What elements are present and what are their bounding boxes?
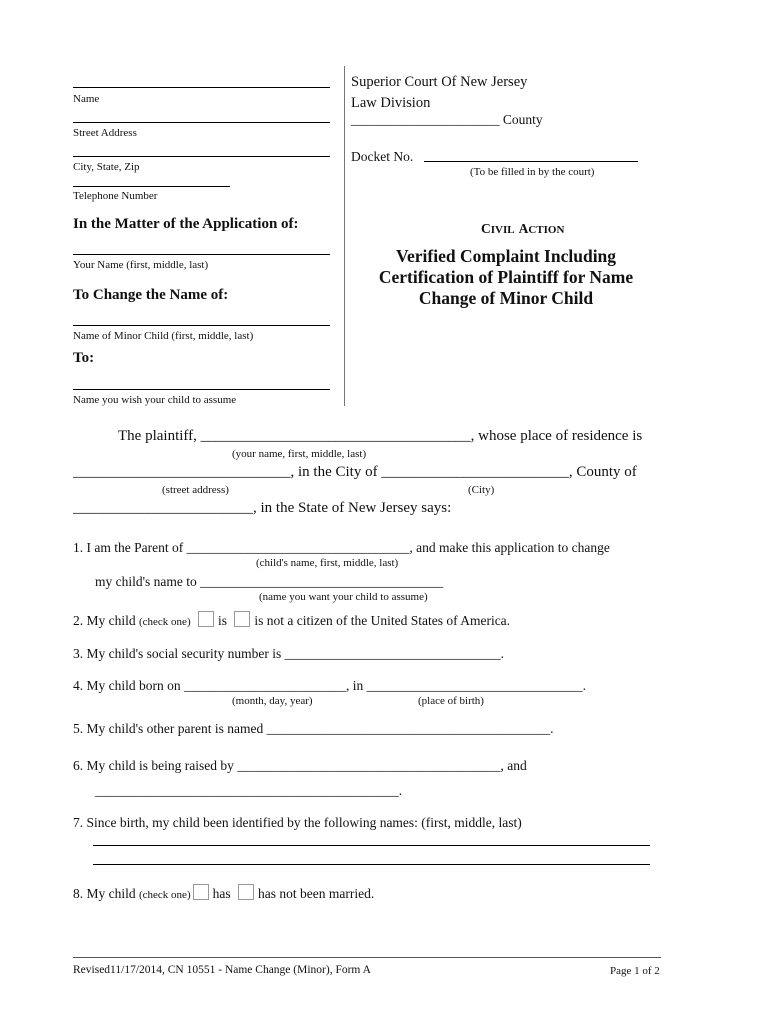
married-no-checkbox[interactable] bbox=[238, 884, 254, 900]
title-line-1: Verified Complaint Including bbox=[395, 246, 617, 266]
court-division: Law Division bbox=[351, 95, 431, 111]
footer-rule bbox=[73, 957, 661, 958]
assume-label: Name you wish your child to assume bbox=[73, 394, 237, 406]
header-divider bbox=[344, 66, 345, 406]
item-6-line-2[interactable]: _____________________________________________. bbox=[95, 783, 403, 798]
citizen-yes-checkbox[interactable] bbox=[198, 611, 214, 627]
item-6-line-1[interactable]: 6. My child is being raised by _______________________________________, and bbox=[73, 758, 527, 773]
citizen-no-checkbox[interactable] bbox=[234, 611, 250, 627]
phone-label: Telephone Number bbox=[73, 190, 158, 202]
item-1-line-2[interactable]: my child's name to ____________________________________ bbox=[95, 574, 444, 589]
document-title bbox=[356, 246, 656, 309]
item-4-caption-place: (place of birth) bbox=[418, 695, 484, 707]
title-line-3: Change of Minor Child bbox=[418, 288, 594, 308]
name-line[interactable] bbox=[73, 87, 330, 88]
married-yes-checkbox[interactable] bbox=[193, 884, 209, 900]
item-2: 2. My child (check one) is is not a citizen of the United States of America. bbox=[73, 613, 511, 628]
intro-caption-street: (street address) bbox=[162, 484, 229, 496]
street-label: Street Address bbox=[73, 127, 137, 139]
intro-caption-city: (City) bbox=[468, 484, 495, 496]
your-name-line[interactable] bbox=[73, 254, 330, 255]
minor-name-line[interactable] bbox=[73, 325, 330, 326]
item-7: 7. Since birth, my child been identified by the following names: (first, middle, last) bbox=[73, 815, 522, 830]
city-line[interactable] bbox=[73, 156, 330, 157]
minor-name-label: Name of Minor Child (first, middle, last) bbox=[73, 330, 254, 342]
change-heading: To Change the Name of: bbox=[73, 287, 229, 303]
docket-label: Docket No. bbox=[351, 149, 414, 164]
name-label: Name bbox=[73, 93, 100, 105]
matter-heading: In the Matter of the Application of: bbox=[73, 216, 299, 232]
item-4-caption-date: (month, day, year) bbox=[232, 695, 313, 707]
item-1-caption-2: (name you want your child to assume) bbox=[259, 591, 428, 603]
intro-line-1[interactable]: The plaintiff, ____________________________________, whose place of residence is bbox=[118, 428, 643, 444]
title-line-2: Certification of Plaintiff for Name bbox=[378, 267, 634, 287]
docket-line[interactable] bbox=[424, 161, 638, 162]
phone-line[interactable] bbox=[73, 186, 230, 187]
footer-page-number: Page 1 of 2 bbox=[610, 965, 660, 977]
intro-caption-name: (your name, first, middle, last) bbox=[232, 448, 367, 460]
footer-revision: Revised11/17/2014, CN 10551 - Name Change (Minor), Form A bbox=[73, 964, 371, 976]
county-line[interactable]: ______________________ County bbox=[351, 112, 543, 127]
docket-note: (To be filled in by the court) bbox=[470, 166, 595, 178]
civil-action-heading: CIVIL ACTION bbox=[481, 221, 565, 236]
to-heading: To: bbox=[73, 350, 95, 366]
your-name-label: Your Name (first, middle, last) bbox=[73, 259, 209, 271]
assume-name-line[interactable] bbox=[73, 389, 330, 390]
intro-line-2[interactable]: _____________________________, in the City of _________________________, County of bbox=[73, 464, 637, 480]
item-7-line-1[interactable] bbox=[93, 845, 650, 846]
item-8: 8. My child (check one) has has not been married. bbox=[73, 886, 375, 901]
street-line[interactable] bbox=[73, 122, 330, 123]
court-name: Superior Court Of New Jersey bbox=[351, 74, 528, 90]
intro-line-3[interactable]: ________________________, in the State of New Jersey says: bbox=[73, 500, 452, 516]
city-label: City, State, Zip bbox=[73, 161, 140, 173]
item-3[interactable]: 3. My child's social security number is ________________________________. bbox=[73, 646, 505, 661]
item-7-line-2[interactable] bbox=[93, 864, 650, 865]
item-1-line-1[interactable]: 1. I am the Parent of _________________________________, and make this application to change bbox=[73, 540, 610, 555]
item-4[interactable]: 4. My child born on ________________________, in ________________________________. bbox=[73, 678, 586, 693]
item-5[interactable]: 5. My child's other parent is named __________________________________________. bbox=[73, 721, 554, 736]
item-1-caption-1: (child's name, first, middle, last) bbox=[256, 557, 399, 569]
